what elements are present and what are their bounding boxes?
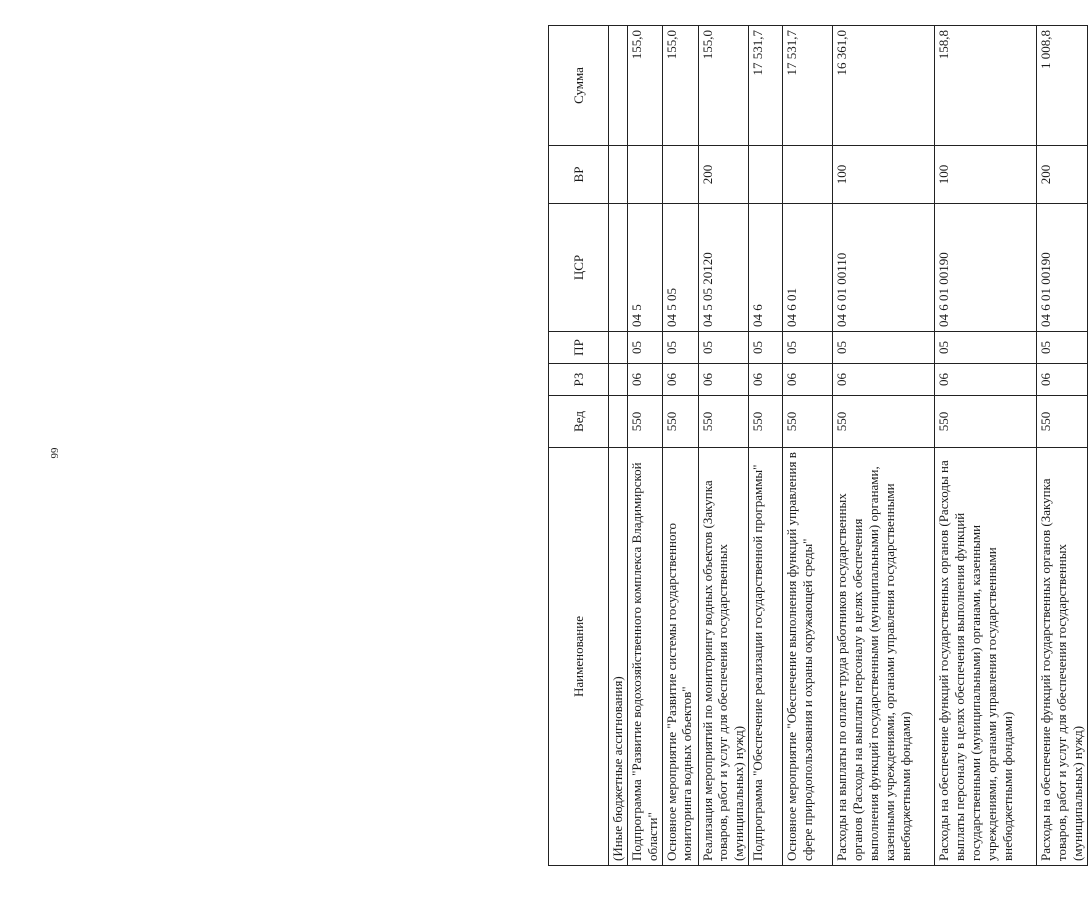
row-vr bbox=[749, 146, 783, 204]
row-ved: 550 bbox=[783, 396, 833, 448]
row-name: Реализация мероприятий по мониторингу водных объектов (Закупка товаров, работ и услуг для обеспечения государственных (муниципальных) нужд) bbox=[698, 448, 749, 866]
row-sum: 17 531,7 bbox=[749, 26, 783, 146]
row-name: (Иные бюджетные ассигнования) bbox=[609, 448, 628, 866]
row-rz: 06 bbox=[627, 364, 662, 396]
row-pr: 05 bbox=[1037, 332, 1088, 364]
row-vr: 200 bbox=[1037, 146, 1088, 204]
row-csr: 04 5 bbox=[627, 204, 662, 332]
row-csr: 04 5 05 20120 bbox=[698, 204, 749, 332]
row-rz: 06 bbox=[698, 364, 749, 396]
row-name: Расходы на обеспечение функций государственных органов (Закупка товаров, работ и услуг для обеспечения государственных (муниципальных) нужд) bbox=[1037, 448, 1088, 866]
row-sum: 1 008,8 bbox=[1037, 26, 1088, 146]
page-number: 66 bbox=[48, 447, 60, 459]
row-pr: 05 bbox=[783, 332, 833, 364]
row-pr: 05 bbox=[749, 332, 783, 364]
row-vr bbox=[627, 146, 662, 204]
table-row bbox=[935, 26, 1037, 866]
row-name: Основное мероприятие "Обеспечение выполнения функций управления в сфере природопользования и охраны окружающей среды" bbox=[783, 448, 833, 866]
row-ved: 550 bbox=[935, 396, 1037, 448]
row-rz: 06 bbox=[783, 364, 833, 396]
row-vr: 100 bbox=[935, 146, 1037, 204]
row-rz: 06 bbox=[662, 364, 698, 396]
header-csr: ЦСР bbox=[549, 204, 609, 332]
row-sum: 155,0 bbox=[662, 26, 698, 146]
row-pr: 05 bbox=[662, 332, 698, 364]
row-csr bbox=[609, 204, 628, 332]
row-rz: 06 bbox=[935, 364, 1037, 396]
row-vr bbox=[783, 146, 833, 204]
row-rz bbox=[609, 364, 628, 396]
row-vr: 200 bbox=[698, 146, 749, 204]
rotated-page bbox=[548, 26, 1085, 866]
row-sum bbox=[609, 26, 628, 146]
table-row bbox=[627, 26, 662, 866]
row-csr: 04 6 01 00190 bbox=[1037, 204, 1088, 332]
row-csr: 04 6 01 00110 bbox=[833, 204, 935, 332]
header-ved: Вед bbox=[549, 396, 609, 448]
row-sum: 158,8 bbox=[935, 26, 1037, 146]
row-ved: 550 bbox=[1037, 396, 1088, 448]
table-row bbox=[698, 26, 749, 866]
row-ved: 550 bbox=[662, 396, 698, 448]
header-pr: ПР bbox=[549, 332, 609, 364]
table-row bbox=[833, 26, 935, 866]
row-vr bbox=[609, 146, 628, 204]
row-name: Расходы на обеспечение функций государственных органов (Расходы на выплаты персоналу в целях обеспечения выполнения функций государственными (муниципальными) органами, казенными учреждениями, органами управления государственными внебюджетными фондами) bbox=[935, 448, 1037, 866]
row-rz: 06 bbox=[1037, 364, 1088, 396]
row-sum: 155,0 bbox=[698, 26, 749, 146]
row-ved: 550 bbox=[627, 396, 662, 448]
row-csr: 04 6 bbox=[749, 204, 783, 332]
row-ved: 550 bbox=[833, 396, 935, 448]
row-rz: 06 bbox=[749, 364, 783, 396]
table-row bbox=[749, 26, 783, 866]
table-row bbox=[662, 26, 698, 866]
header-name: Наименование bbox=[549, 448, 609, 866]
row-csr: 04 6 01 00190 bbox=[935, 204, 1037, 332]
budget-table bbox=[548, 25, 1088, 866]
header-row bbox=[549, 26, 609, 866]
row-pr: 05 bbox=[698, 332, 749, 364]
row-sum: 17 531,7 bbox=[783, 26, 833, 146]
table-row bbox=[1037, 26, 1088, 866]
header-vr: ВР bbox=[549, 146, 609, 204]
row-rz: 06 bbox=[833, 364, 935, 396]
row-pr bbox=[609, 332, 628, 364]
table-row bbox=[783, 26, 833, 866]
row-ved: 550 bbox=[698, 396, 749, 448]
table-row bbox=[609, 26, 628, 866]
row-csr: 04 6 01 bbox=[783, 204, 833, 332]
row-pr: 05 bbox=[935, 332, 1037, 364]
row-sum: 155,0 bbox=[627, 26, 662, 146]
row-csr: 04 5 05 bbox=[662, 204, 698, 332]
row-pr: 05 bbox=[833, 332, 935, 364]
row-ved bbox=[609, 396, 628, 448]
header-rz: РЗ bbox=[549, 364, 609, 396]
row-pr: 05 bbox=[627, 332, 662, 364]
row-sum: 16 361,0 bbox=[833, 26, 935, 146]
row-name: Основное мероприятие "Развитие системы государственного мониторинга водных объектов" bbox=[662, 448, 698, 866]
row-vr: 100 bbox=[833, 146, 935, 204]
row-vr bbox=[662, 146, 698, 204]
row-ved: 550 bbox=[749, 396, 783, 448]
row-name: Подпрограмма "Обеспечение реализации государственной программы" bbox=[749, 448, 783, 866]
row-name: Подпрограмма "Развитие водохозяйственного комплекса Владимирской области" bbox=[627, 448, 662, 866]
row-name: Расходы на выплаты по оплате труда работников государственных органов (Расходы на выплаты персоналу в целях обеспечения выполнения функций государственными (муниципальными) органами, казенными учреждениями, органами управления государственными внебюджетными фондами) bbox=[833, 448, 935, 866]
header-sum: Сумма bbox=[549, 26, 609, 146]
